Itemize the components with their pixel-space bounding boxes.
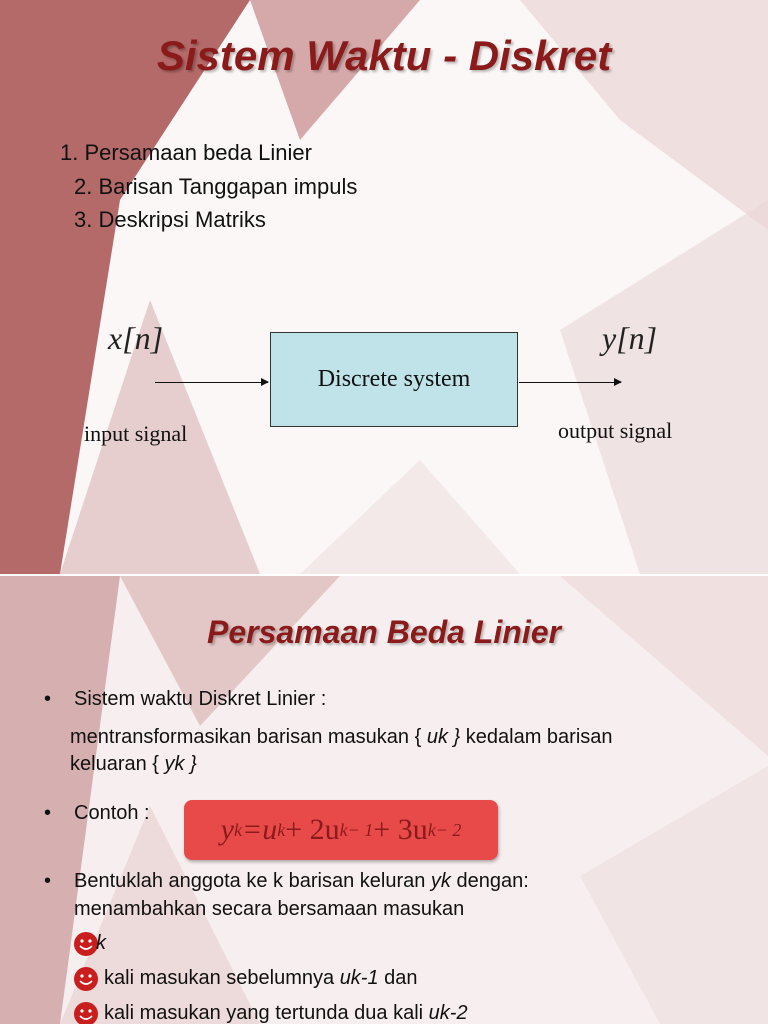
bullet-3-text <box>74 870 529 893</box>
detail-text: kedalam barisan <box>465 726 613 748</box>
sub-item-part: kali masukan sebelumnya <box>104 967 335 989</box>
eq-term: + 2u <box>285 813 340 846</box>
smiley-bullet-icon <box>72 965 100 993</box>
sub-item-3 <box>104 1002 468 1024</box>
bullet-1-detail-2 <box>70 753 197 776</box>
input-symbol: x[n] <box>108 320 164 356</box>
bullet-marker: • <box>44 870 52 892</box>
eq-sub: k <box>233 819 242 840</box>
slide-title: Sistem Waktu - Diskret <box>156 32 612 79</box>
yk-term: yk } <box>164 753 197 775</box>
uk-term: uk } <box>426 726 461 748</box>
sub-item-1: k <box>96 932 106 954</box>
eq-u: =u <box>241 813 278 846</box>
list-item-2: 2. Barisan Tanggapan impuls <box>74 174 358 199</box>
output-symbol: y[n] <box>602 320 658 356</box>
detail-text: keluaran { <box>70 753 159 775</box>
bullet-2-text: Contoh : <box>74 802 150 824</box>
eq-sub: k− 2 <box>427 819 462 840</box>
list-item-3: 3. Deskripsi Matriks <box>74 207 266 232</box>
bullet-marker: • <box>44 802 52 824</box>
detail-text: mentransformasikan barisan masukan { <box>70 726 422 748</box>
bullet-1-text: Sistem waktu Diskret Linier : <box>74 688 327 710</box>
eq-y: y <box>220 813 234 846</box>
input-arrow <box>155 382 268 383</box>
bullet-3-part: Bentuklah anggota ke k barisan keluran <box>74 870 426 892</box>
bullet-1-detail <box>70 726 613 749</box>
uk1-term: uk-1 <box>339 967 379 989</box>
uk2-term: uk-2 <box>428 1002 468 1024</box>
sub-item-part: kali masukan yang tertunda dua kali <box>104 1002 424 1024</box>
equation-box <box>184 800 498 860</box>
output-signal-label: output signal <box>558 418 673 443</box>
eq-term: + 3u <box>373 813 428 846</box>
bullet-marker: • <box>44 688 52 710</box>
slide-2 <box>0 576 768 1024</box>
list-item-1: 1. Persamaan beda Linier <box>60 140 312 165</box>
eq-sub: k− 1 <box>339 819 374 840</box>
yk-term: yk <box>430 870 451 892</box>
eq-sub: k <box>277 819 286 840</box>
output-arrow <box>519 382 621 383</box>
slide-title: Persamaan Beda Linier <box>207 614 561 650</box>
input-signal-label: input signal <box>84 421 188 446</box>
discrete-system-box: Discrete system <box>270 332 518 427</box>
bullet-3-part: dengan: <box>456 870 529 892</box>
smiley-bullet-icon <box>72 1000 100 1024</box>
bullet-3-text-2: menambahkan secara bersamaan masukan <box>74 898 465 920</box>
sub-item-2 <box>104 967 418 990</box>
sub-item-part: dan <box>384 967 418 989</box>
